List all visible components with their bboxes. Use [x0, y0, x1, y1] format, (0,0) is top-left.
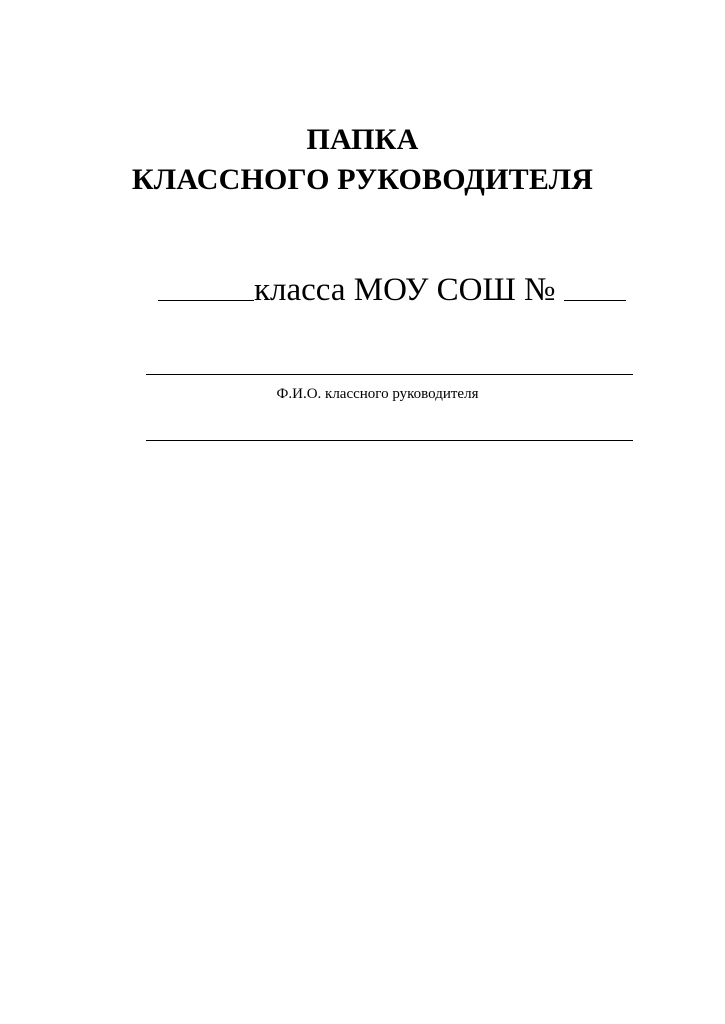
class-blank-field[interactable]: [158, 299, 254, 301]
class-school-line: [158, 270, 626, 310]
teacher-name-caption: Ф.И.О. классного руководителя: [276, 386, 479, 402]
school-number-blank-field[interactable]: [564, 299, 626, 301]
class-school-label: класса МОУ СОШ №: [254, 272, 556, 308]
teacher-name-blank-line[interactable]: [146, 374, 633, 375]
extra-blank-line[interactable]: [146, 440, 633, 441]
cover-title-line-2: КЛАССНОГО РУКОВОДИТЕЛЯ: [131, 163, 594, 196]
cover-title-line-1: ПАПКА: [306, 123, 419, 156]
